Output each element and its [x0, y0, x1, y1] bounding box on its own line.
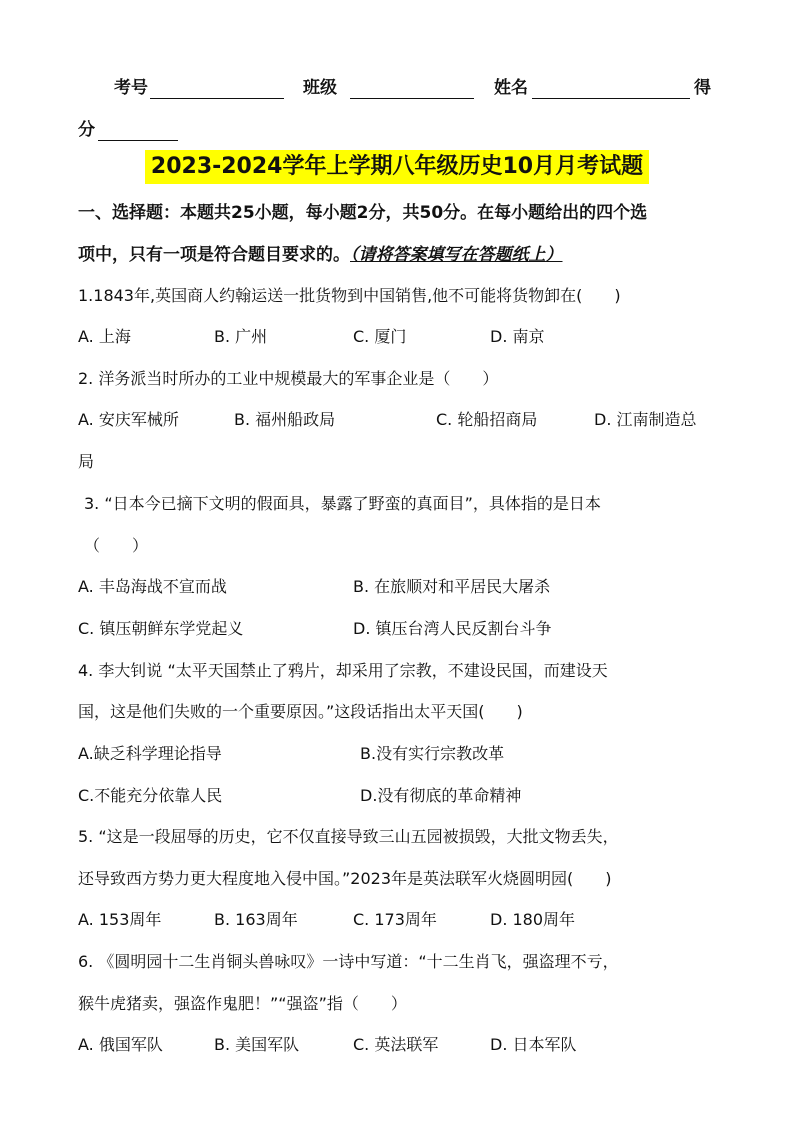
question-3-option-b[interactable]: B. 在旅顺对和平居民大屠杀	[353, 577, 551, 596]
answer-sheet-note: （请将答案填写在答题纸上）	[350, 245, 563, 265]
section-instructions-line2	[78, 243, 563, 267]
question-6-stem-line1: 6. 《圆明园十二生肖铜头兽咏叹》一诗中写道：“十二生肖飞，强盗理不亏，	[78, 952, 619, 971]
exam-number-field[interactable]	[150, 98, 284, 99]
score-label-part1: 得	[694, 78, 711, 98]
question-5-option-a[interactable]: A. 153周年	[78, 910, 162, 929]
question-6-option-d[interactable]: D. 日本军队	[490, 1035, 577, 1054]
question-6-stem-line2: 猴牛虎猪卖，强盗作鬼肥！”“强盗”指（ ）	[78, 994, 407, 1013]
exam-title: 2023-2024学年上学期八年级历史10月月考试题	[145, 150, 649, 184]
question-3-option-d[interactable]: D. 镇压台湾人民反割台斗争	[353, 619, 552, 638]
question-2-option-b[interactable]: B. 福州船政局	[234, 410, 336, 429]
question-5-stem-line2: 还导致西方势力更大程度地入侵中国。”2023年是英法联军火烧圆明园( )	[78, 869, 612, 888]
question-4-option-c[interactable]: C.不能充分依靠人民	[78, 786, 223, 805]
question-2-stem: 2. 洋务派当时所办的工业中规模最大的军事企业是（ ）	[78, 369, 499, 388]
class-field[interactable]	[350, 98, 474, 99]
score-field[interactable]	[98, 140, 178, 141]
question-1-option-b[interactable]: B. 广州	[214, 327, 268, 346]
question-3-option-a[interactable]: A. 丰岛海战不宣而战	[78, 577, 227, 596]
question-1-option-c[interactable]: C. 厦门	[353, 327, 407, 346]
question-3-stem-line1: 3. “日本今已摘下文明的假面具，暴露了野蛮的真面目”，具体指的是日本	[84, 494, 601, 513]
question-5-option-d[interactable]: D. 180周年	[490, 910, 576, 929]
question-2-option-d[interactable]: D. 江南制造总	[594, 410, 697, 429]
question-6-option-c[interactable]: C. 英法联军	[353, 1035, 439, 1054]
question-5-option-b[interactable]: B. 163周年	[214, 910, 298, 929]
question-4-stem-line1: 4. 李大钊说 “太平天国禁止了鸦片，却采用了宗教，不建设民国，而建设天	[78, 661, 608, 680]
question-1-option-d[interactable]: D. 南京	[490, 327, 545, 346]
question-5-stem-line1: 5. “这是一段屈辱的历史，它不仅直接导致三山五园被损毁，大批文物丢失，	[78, 827, 619, 846]
question-2-option-c[interactable]: C. 轮船招商局	[436, 410, 538, 429]
title-row	[0, 150, 794, 184]
question-2-option-a[interactable]: A. 安庆军械所	[78, 410, 179, 429]
question-5-option-c[interactable]: C. 173周年	[353, 910, 437, 929]
section-instructions-text: 项中，只有一项是符合题目要求的。	[78, 245, 350, 265]
question-1-option-a[interactable]: A. 上海	[78, 327, 131, 346]
question-2-option-d-continued: 局	[78, 452, 95, 471]
class-label: 班级	[303, 78, 337, 98]
question-3-stem-line2: （ ）	[84, 536, 149, 555]
question-4-option-d[interactable]: D.没有彻底的革命精神	[360, 786, 522, 805]
question-4-stem-line2: 国，这是他们失败的一个重要原因。”这段话指出太平天国( )	[78, 702, 523, 721]
student-info-line	[0, 76, 794, 102]
question-6-option-a[interactable]: A. 俄国军队	[78, 1035, 163, 1054]
score-line	[0, 118, 794, 144]
section-instructions-line1: 一、选择题：本题共25小题，每小题2分，共50分。在每小题给出的四个选	[78, 203, 648, 223]
name-label: 姓名	[494, 78, 528, 98]
question-4-option-a[interactable]: A.缺乏科学理论指导	[78, 744, 222, 763]
exam-number-label: 考号	[114, 78, 148, 98]
question-1-stem: 1.1843年,英国商人约翰运送一批货物到中国销售,他不可能将货物卸在( )	[78, 286, 621, 305]
question-4-option-b[interactable]: B.没有实行宗教改革	[360, 744, 505, 763]
question-3-option-c[interactable]: C. 镇压朝鲜东学党起义	[78, 619, 244, 638]
question-6-option-b[interactable]: B. 美国军队	[214, 1035, 300, 1054]
name-field[interactable]	[532, 98, 690, 99]
score-label-part2: 分	[78, 120, 95, 140]
